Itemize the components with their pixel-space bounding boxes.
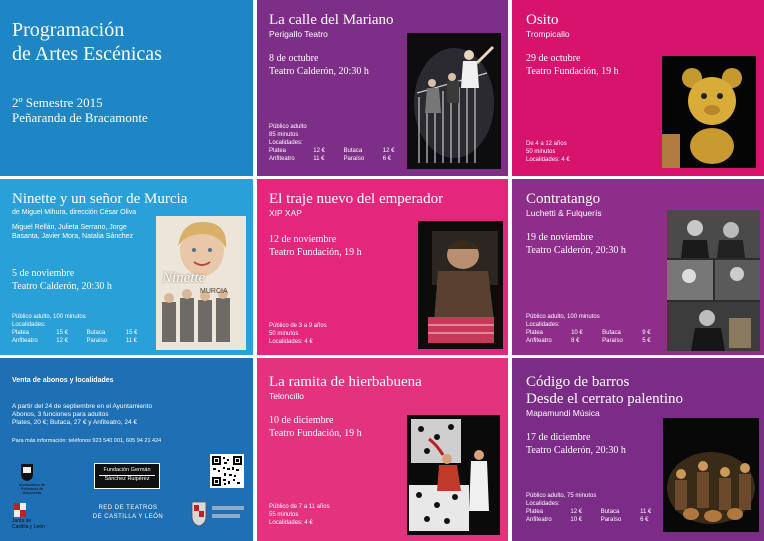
event-ninette <box>0 179 253 355</box>
red-line-2: DE CASTILLA Y LEÓN <box>92 514 164 520</box>
price-cell: 15 € <box>56 330 68 336</box>
price-cell: Paraíso <box>602 338 623 344</box>
fundacion-line-2: Sánchez Ruipérez <box>99 475 155 483</box>
event-company: Luchetti & Fulquerís <box>526 208 602 218</box>
price-table <box>526 508 666 524</box>
price-table <box>526 329 666 345</box>
title-line-1: Programación <box>12 19 125 41</box>
event-company: Teloncillo <box>269 391 304 401</box>
event-tickets: Localidades: 4 € <box>526 157 570 163</box>
price-cell: 11 € <box>313 156 325 162</box>
title-line-2: de Artes Escénicas <box>12 43 162 65</box>
event-title: La calle del Mariano <box>269 12 394 28</box>
price-cell: Anfiteatro <box>269 156 295 162</box>
price-cell: Paraíso <box>343 156 365 162</box>
fundacion-line-1: Fundación Germán <box>103 467 151 473</box>
event-date: 8 de octubre <box>269 53 319 64</box>
header-panel <box>0 0 253 176</box>
event-duration: 50 minutos <box>526 149 556 155</box>
event-title: Osito <box>526 12 559 28</box>
event-tickets: Localidades: 4 € <box>269 339 313 345</box>
event-tickets-label: Localidades: <box>269 140 303 146</box>
price-cell: 10 € <box>570 517 583 523</box>
price-cell: Anfiteatro <box>526 338 552 344</box>
price-table <box>12 329 152 345</box>
price-cell: 6 € <box>382 156 392 162</box>
event-date: 19 de noviembre <box>526 232 594 243</box>
red-line-1: RED DE TEATROS <box>98 505 158 511</box>
event-tickets-label: Localidades: <box>526 322 560 328</box>
event-title: Contratango <box>526 191 601 207</box>
price-cell: 6 € <box>640 517 649 523</box>
poster-title: Ninette <box>162 270 206 286</box>
event-audience: Público adulto, 100 minutos <box>12 314 86 320</box>
price-cell: Anfiteatro <box>526 517 552 523</box>
event-venue: Teatro Calderón, 20:30 h <box>526 245 626 256</box>
event-codigo <box>512 358 764 541</box>
price-cell: Butaca <box>602 330 621 336</box>
event-venue: Teatro Calderón, 20:30 h <box>526 445 626 456</box>
price-table <box>269 147 409 163</box>
event-audience: De 4 a 12 años <box>526 141 567 147</box>
price-cell: 8 € <box>571 338 580 344</box>
event-tickets-label: Localidades: <box>526 501 560 507</box>
sales-line-2: Abonos, 3 funciones para adultos <box>12 411 109 418</box>
junta-label: Junta de Castilla y León <box>12 518 45 530</box>
event-cast: Miguel Rellán, Julieta Serrano, Jorge Basanta, Javier Mora, Natalia Sánchez <box>12 224 134 240</box>
event-title: El traje nuevo del emperador <box>269 191 444 207</box>
sales-line-1: A partir del 24 de septiembre en el Ayuntamiento <box>12 403 153 410</box>
event-tickets: Localidades: 4 € <box>269 520 313 526</box>
event-tickets-label: Localidades: <box>12 322 46 328</box>
price-cell: Platea <box>12 330 30 336</box>
event-traje <box>257 179 508 355</box>
event-photo <box>407 33 501 169</box>
regional-crest-logo <box>190 498 246 530</box>
price-cell: Anfiteatro <box>12 338 38 344</box>
ayuntamiento-label: Ayuntamiento de Peñaranda de Bracamonte <box>18 483 46 495</box>
event-date: 29 de octubre <box>526 53 581 64</box>
price-cell: Platea <box>269 148 287 154</box>
semester: 2º Semestre 2015 <box>12 95 103 110</box>
price-cell: Paraíso <box>86 338 108 344</box>
event-duration: 55 minutos <box>269 512 299 518</box>
event-photo-collage <box>667 210 760 351</box>
event-title: La ramita de hierbabuena <box>269 374 422 390</box>
event-venue: Teatro Fundación, 19 h <box>269 428 362 439</box>
event-venue: Teatro Fundación, 19 h <box>269 247 362 258</box>
event-venue: Teatro Fundación, 19 h <box>526 66 619 77</box>
price-cell: Platea <box>526 330 544 336</box>
price-cell: 12 € <box>570 509 583 515</box>
program-title <box>12 18 162 66</box>
price-cell: 11 € <box>640 509 652 515</box>
price-cell: 9 € <box>642 330 651 336</box>
event-photo <box>418 221 503 349</box>
castle-icon <box>14 503 26 517</box>
event-photo <box>407 415 500 535</box>
price-cell: Platea <box>526 509 544 515</box>
event-duration: 85 minutos <box>269 132 299 138</box>
event-title: Ninette y un señor de Murcia <box>12 191 188 207</box>
price-cell: 12 € <box>313 148 325 154</box>
event-audience: Público de 7 a 11 años <box>269 504 330 510</box>
crest-icon <box>190 498 246 530</box>
qr-code-icon <box>212 456 242 486</box>
red-teatros <box>88 504 168 522</box>
event-date: 5 de noviembre <box>12 268 75 279</box>
sales-line-3: Plates, 20 €; Butaca, 27 € y Anfiteatro, 24 € <box>12 419 138 426</box>
event-photo <box>662 56 756 168</box>
qr-code[interactable] <box>210 454 244 488</box>
junta-logo <box>12 503 48 533</box>
price-cell: 15 € <box>125 330 138 336</box>
price-cell: 11 € <box>125 338 137 344</box>
event-venue: Teatro Calderón, 20:30 h <box>269 66 369 77</box>
coat-of-arms-icon <box>20 462 34 482</box>
fundacion-logo <box>94 463 160 489</box>
price-cell: Paraíso <box>600 517 622 523</box>
event-date: 10 de diciembre <box>269 415 334 426</box>
price-cell: Butaca <box>343 148 363 154</box>
price-cell: Butaca <box>86 330 106 336</box>
event-mariano <box>257 0 508 176</box>
event-osito <box>512 0 764 176</box>
event-poster <box>156 216 246 350</box>
price-cell: 10 € <box>571 330 583 336</box>
poster-subtitle: MURCIA <box>200 288 228 295</box>
event-photo <box>663 418 759 532</box>
event-audience: Público adulto, 100 minutos <box>526 314 600 320</box>
price-cell: 5 € <box>642 338 651 344</box>
price-cell: Butaca <box>600 509 620 515</box>
event-credits: de Miguel Mihura, dirección César Oliva <box>12 209 137 216</box>
event-audience: Público de 3 a 9 años <box>269 323 327 329</box>
price-cell: 12 € <box>56 338 68 344</box>
sales-heading: Venta de abonos y localidades <box>12 377 114 384</box>
event-duration: 50 minutos <box>269 331 299 337</box>
event-company: Mapamundi Música <box>526 408 600 418</box>
event-audience: Público adulto <box>269 124 307 130</box>
event-company: Trompicallo <box>526 29 570 39</box>
event-venue: Teatro Calderón, 20:30 h <box>12 281 112 292</box>
event-company: Perigallo Teatro <box>269 29 328 39</box>
event-audience: Público adulto, 75 minutos <box>526 493 597 499</box>
event-contratango <box>512 179 764 355</box>
ayuntamiento-logo <box>12 462 52 498</box>
place: Peñaranda de Bracamonte <box>12 110 148 125</box>
event-ramita <box>257 358 508 541</box>
event-date: 12 de noviembre <box>269 234 337 245</box>
event-title-line-2: Desde el cerrato palentino <box>526 391 684 407</box>
event-company: XIP XAP <box>269 208 302 218</box>
semester-info <box>12 95 148 125</box>
sales-contact: Para más información: teléfonos 923 540 001, 605 94 21 424 <box>12 438 162 444</box>
event-date: 17 de diciembre <box>526 432 591 443</box>
sales-panel <box>0 358 253 541</box>
event-title-line-1: Código de barros <box>526 374 630 390</box>
price-cell: 12 € <box>382 148 395 154</box>
